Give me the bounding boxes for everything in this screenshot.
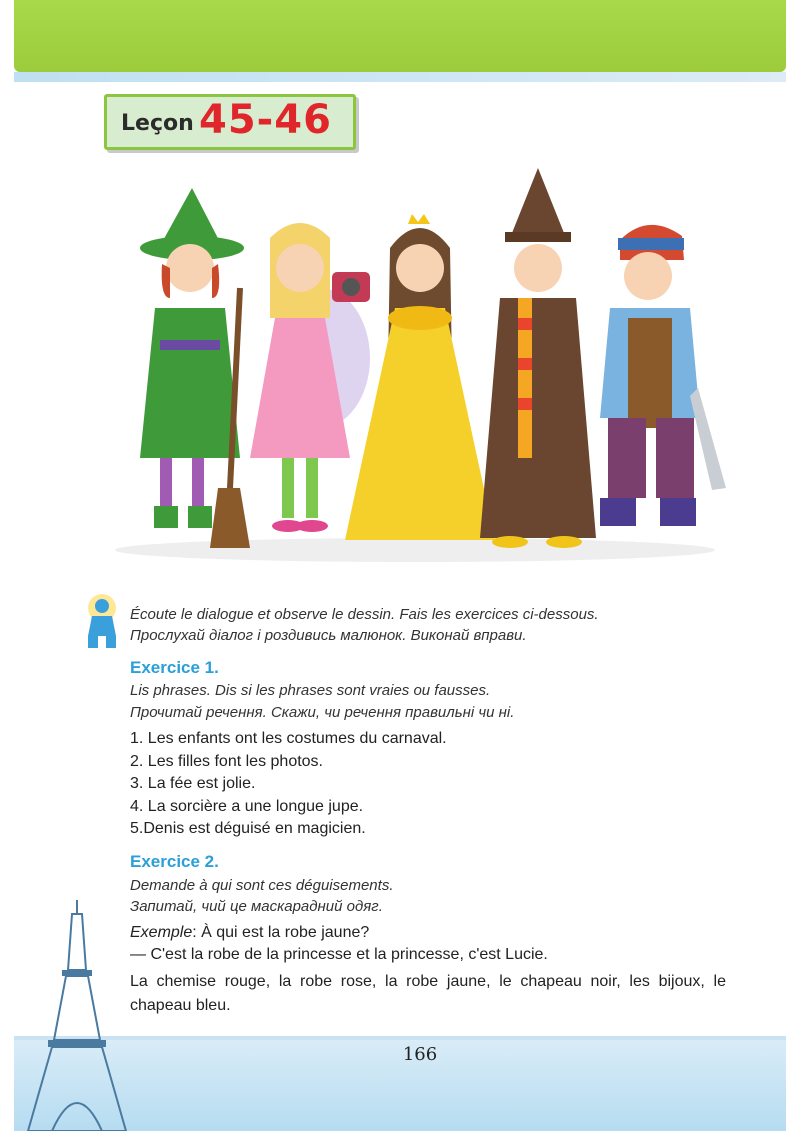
exercise2-instruction-uk: Запитай, чий це маскарадний одяг. xyxy=(130,898,383,915)
witch-figure xyxy=(140,188,250,548)
magician-figure xyxy=(480,168,596,548)
example-label: Exemple xyxy=(130,924,193,941)
eiffel-tower-icon xyxy=(22,900,132,1131)
top-green-band xyxy=(14,0,786,72)
costumed-children-illustration xyxy=(100,168,730,564)
list-item: 5.Denis est déguisé en magicien. xyxy=(130,820,366,837)
example-answer: — C'est la robe de la princesse et la princesse, c'est Lucie. xyxy=(130,946,548,963)
list-item: 4. La sorcière a une longue jupe. xyxy=(130,797,364,815)
exercise1-list xyxy=(130,728,447,841)
exercise2-title: Exercice 2. xyxy=(130,852,219,871)
list-item: 3. La fée est jolie. xyxy=(130,775,256,792)
lesson-word: Leçon xyxy=(121,111,194,136)
exercise1-title: Exercice 1. xyxy=(130,658,219,677)
vocabulary-paragraph: La chemise rouge, la robe rose, la robe jaune, le chapeau noir, les bijoux, le chapeau bleu. xyxy=(130,973,726,1014)
exercise1-instruction-uk: Прочитай речення. Скажи, чи речення правильні чи ні. xyxy=(130,704,515,721)
example-question: : À qui est la robe jaune? xyxy=(192,924,370,941)
list-item: 1. Les enfants ont les costumes du carnaval. xyxy=(130,730,447,747)
lesson-number: 45-46 xyxy=(199,97,332,143)
list-item: 2. Les filles font les photos. xyxy=(130,752,323,770)
general-instruction-uk: Прослухай діалог і роздивись малюнок. Виконай вправи. xyxy=(130,627,527,644)
top-blue-stripe xyxy=(14,72,786,82)
exercise1-instruction-fr: Lis phrases. Dis si les phrases sont vraies ou fausses. xyxy=(130,682,491,699)
lesson-title-box xyxy=(104,94,356,150)
fairy-figure xyxy=(250,223,370,532)
general-instruction-fr: Écoute le dialogue et observe le dessin. Fais les exercices ci-dessous. xyxy=(130,606,599,623)
page-number: 166 xyxy=(402,1044,438,1065)
exercise2-instruction-fr: Demande à qui sont ces déguisements. xyxy=(130,877,394,894)
example-line xyxy=(130,924,369,942)
listening-boy-icon xyxy=(80,592,124,650)
pirate-figure xyxy=(600,225,726,526)
